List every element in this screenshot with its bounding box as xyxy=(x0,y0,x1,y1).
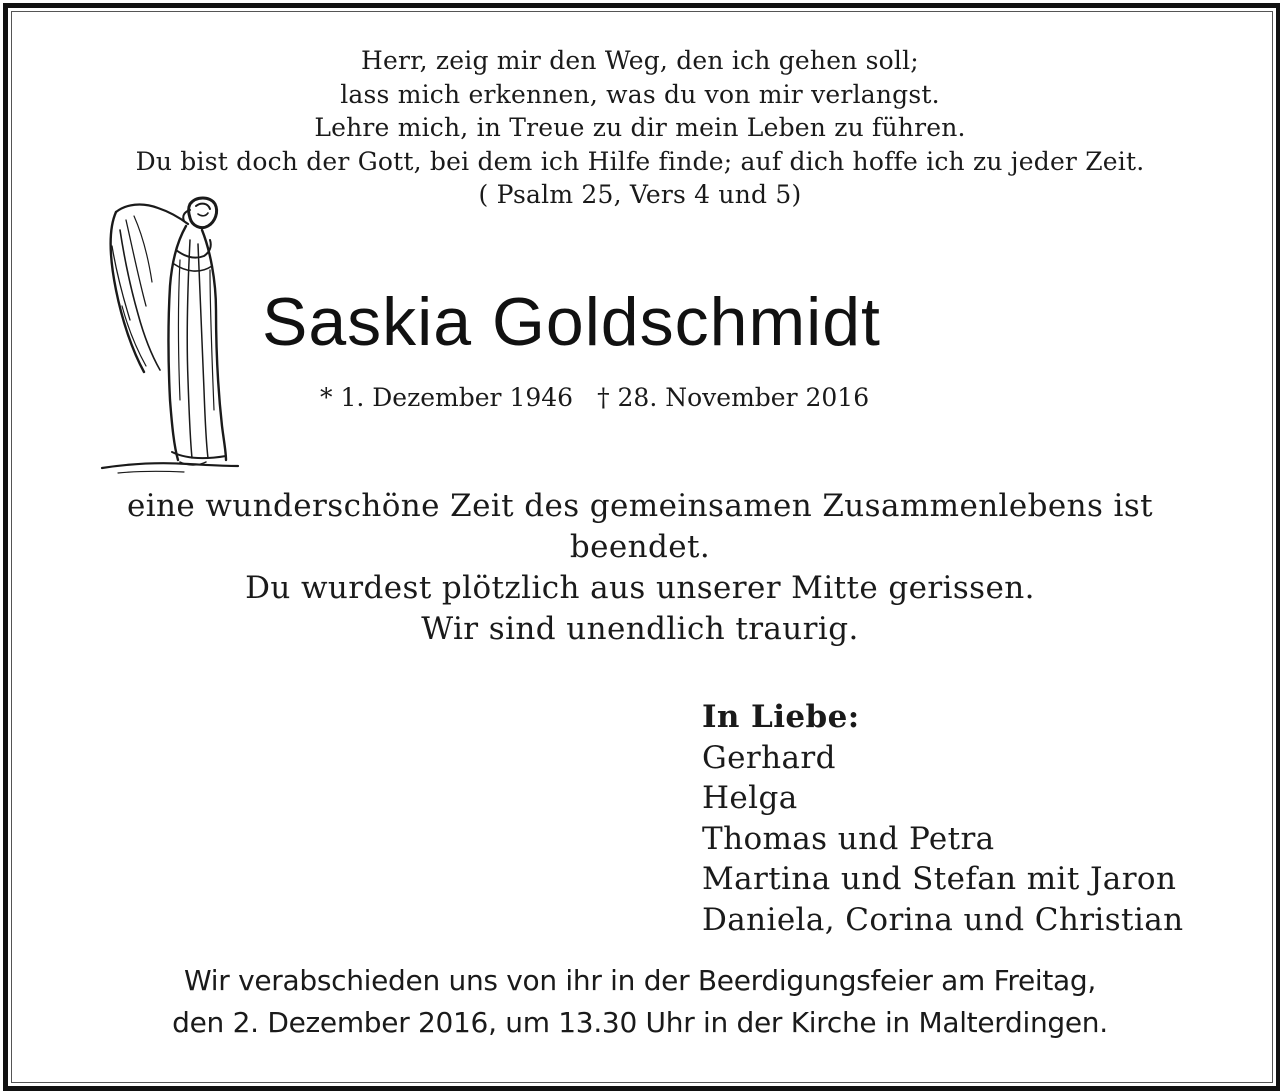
death-date: † 28. November 2016 xyxy=(597,383,870,412)
psalm-quote xyxy=(0,44,1280,212)
message-line: Du wurdest plötzlich aus unserer Mitte gerissen. xyxy=(245,570,1035,606)
message-line: Wir sind unendlich traurig. xyxy=(421,611,859,647)
mourner-entry: Helga xyxy=(702,780,798,817)
angel-sketch-icon xyxy=(98,190,243,480)
message-line: eine wunderschöne Zeit des gemeinsamen Zusammenlebens ist xyxy=(126,488,1154,524)
psalm-line: Lehre mich, in Treue zu dir mein Leben zu führen. xyxy=(314,113,966,142)
mourner-entry: Daniela, Corina und Christian xyxy=(702,901,1184,938)
mourners-list xyxy=(702,697,1183,941)
psalm-reference: ( Psalm 25, Vers 4 und 5) xyxy=(478,180,802,209)
birth-date: * 1. Dezember 1946 xyxy=(320,383,574,412)
mourner-entry: Martina und Stefan mit Jaron xyxy=(702,861,1177,898)
funeral-line: den 2. Dezember 2016, um 13.30 Uhr in der Kirche in Malterdingen. xyxy=(172,1006,1108,1039)
mourner-entry: Gerhard xyxy=(702,739,836,776)
psalm-line: lass mich erkennen, was du von mir verlangst. xyxy=(340,79,940,109)
mourners-heading: In Liebe: xyxy=(702,699,860,735)
farewell-message xyxy=(0,486,1280,650)
mourner-entry: Thomas und Petra xyxy=(702,820,995,857)
funeral-line: Wir verabschieden uns von ihr in der Beerdigungsfeier am Freitag, xyxy=(184,964,1096,997)
funeral-notice xyxy=(0,960,1280,1044)
deceased-name: Saskia Goldschmidt xyxy=(262,284,881,360)
psalm-line: Du bist doch der Gott, bei dem ich Hilfe finde; auf dich hoffe ich zu jeder Zeit. xyxy=(135,146,1145,176)
message-line: beendet. xyxy=(569,529,711,565)
psalm-line: Herr, zeig mir den Weg, den ich gehen soll; xyxy=(361,46,919,75)
life-dates xyxy=(320,381,869,415)
